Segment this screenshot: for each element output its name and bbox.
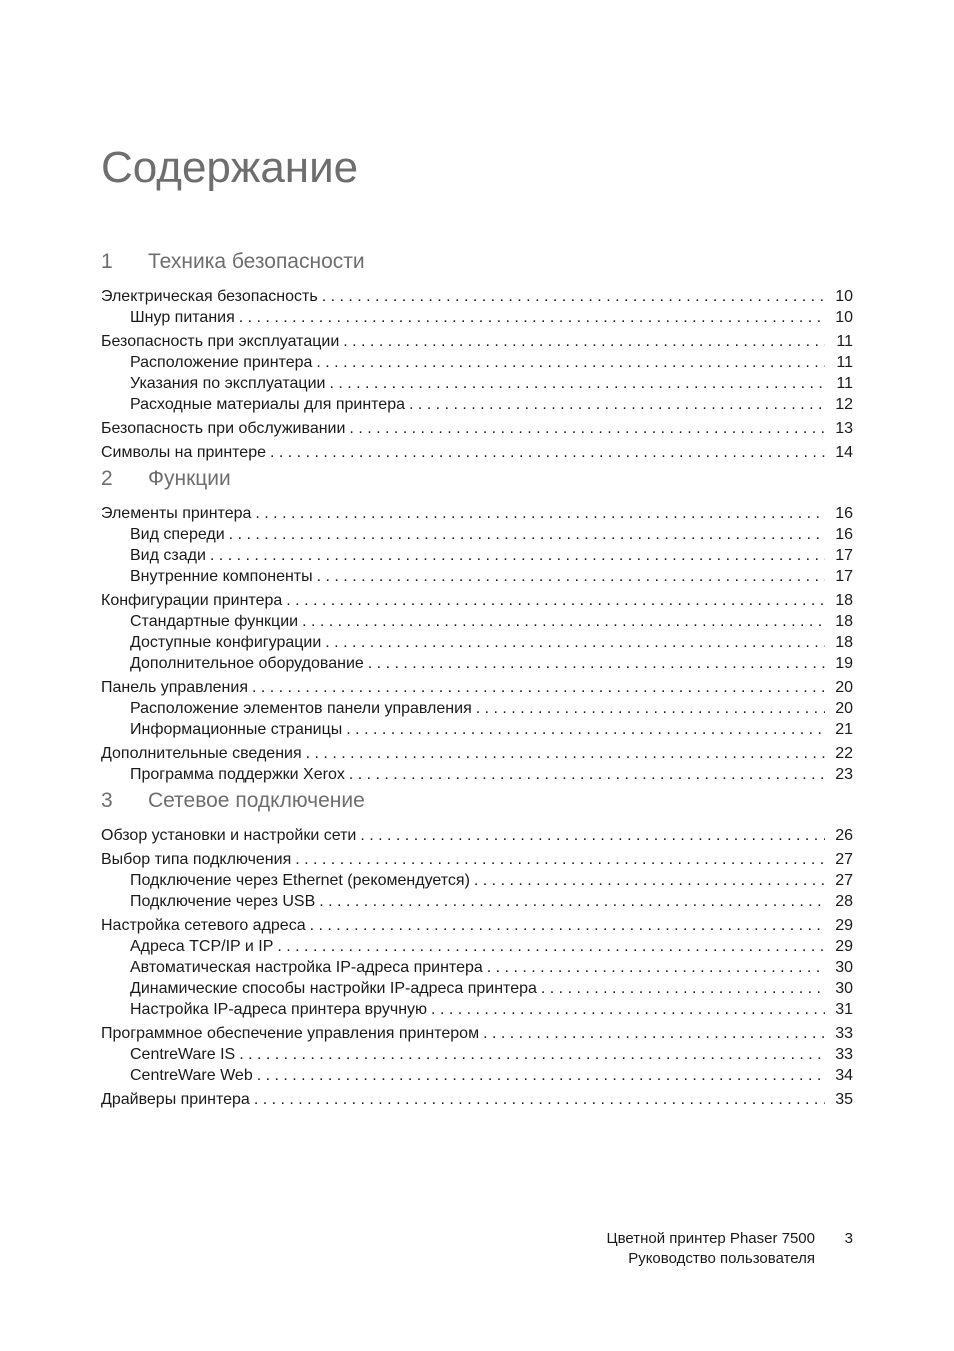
dot-leader (322, 286, 825, 307)
toc-subsection-entry[interactable] (101, 764, 853, 785)
toc-entry-label: Шнур питания (130, 309, 235, 326)
dot-leader (239, 307, 825, 328)
toc-entry-page-number: 30 (835, 959, 853, 976)
toc-entry-page-number: 16 (835, 505, 853, 522)
toc-entry-label: Символы на принтере (101, 444, 266, 461)
toc-subsection-entry[interactable] (101, 373, 853, 394)
dot-leader (319, 891, 825, 912)
toc-subsection-entry[interactable] (101, 653, 853, 674)
toc-section-entry[interactable] (101, 331, 853, 352)
toc-entry-label: Подключение через USB (130, 893, 316, 910)
toc-entry-label: Настройка IP-адреса принтера вручную (130, 1001, 428, 1018)
toc-entry-page-number: 33 (835, 1025, 853, 1042)
dot-leader (255, 503, 825, 524)
dot-leader (329, 373, 825, 394)
dot-leader (210, 545, 825, 566)
dot-leader (257, 1065, 825, 1086)
toc-entry-page-number: 16 (835, 526, 853, 543)
dot-leader (325, 632, 825, 653)
toc-entry-label: Динамические способы настройки IP-адреса принтера (130, 980, 537, 997)
chapter-number: 3 (101, 789, 113, 812)
dot-leader (368, 653, 825, 674)
dot-leader (270, 442, 825, 463)
toc-entry-label: Вид сзади (130, 547, 206, 564)
toc-entry-label: Информационные страницы (130, 721, 343, 738)
dot-leader (254, 1089, 825, 1110)
dot-leader (295, 849, 825, 870)
toc-section-entry[interactable] (101, 743, 853, 764)
toc-entry-page-number: 26 (835, 827, 853, 844)
toc-section-entry[interactable] (101, 915, 853, 936)
toc-entry-label: Программа поддержки Xerox (130, 766, 345, 783)
toc-entry-label: Безопасность при обслуживании (101, 420, 346, 437)
chapter-title: Функции (148, 467, 231, 490)
toc-entry-label: Расходные материалы для принтера (130, 396, 405, 413)
toc-entry-label: Панель управления (101, 679, 248, 696)
chapter-title: Техника безопасности (148, 250, 365, 273)
dot-leader (286, 590, 825, 611)
chapter-heading[interactable] (101, 250, 853, 284)
toc-entry-page-number: 21 (835, 721, 853, 738)
toc-entry-page-number: 18 (835, 592, 853, 609)
dot-leader (409, 394, 825, 415)
dot-leader (349, 418, 825, 439)
toc-entry-page-number: 29 (835, 917, 853, 934)
toc-entry-page-number: 11 (836, 354, 853, 371)
toc-entry-page-number: 27 (835, 872, 853, 889)
dot-leader (346, 719, 825, 740)
toc-entry-label: Автоматическая настройка IP-адреса принтера (130, 959, 483, 976)
toc-entry-label: CentreWare Web (130, 1067, 253, 1084)
toc-entry-label: Выбор типа подключения (101, 851, 292, 868)
toc-entry-label: Стандартные функции (130, 613, 299, 630)
toc-entry-label: Электрическая безопасность (101, 288, 318, 305)
dot-leader (302, 611, 825, 632)
toc-entry-page-number: 12 (835, 396, 853, 413)
toc-entry-page-number: 20 (835, 700, 853, 717)
toc-subsection-entry[interactable] (101, 566, 853, 587)
toc-entry-label: Дополнительное оборудование (130, 655, 364, 672)
toc-entry-label: Доступные конфигурации (130, 634, 322, 651)
dot-leader (239, 1044, 825, 1065)
toc-entry-page-number: 22 (835, 745, 853, 762)
toc-entry-page-number: 11 (836, 375, 853, 392)
toc-section-entry[interactable] (101, 503, 853, 524)
chapter-heading[interactable] (101, 789, 853, 823)
toc-subsection-entry[interactable] (101, 957, 853, 978)
table-of-contents (101, 250, 853, 1114)
dot-leader (316, 352, 825, 373)
toc-entry-page-number: 10 (835, 309, 853, 326)
toc-entry-label: Драйверы принтера (101, 1091, 250, 1108)
dot-leader (317, 566, 825, 587)
toc-section-entry[interactable] (101, 1023, 853, 1044)
toc-subsection-entry[interactable] (101, 611, 853, 632)
dot-leader (252, 677, 825, 698)
toc-entry-label: Обзор установки и настройки сети (101, 827, 357, 844)
toc-subsection-entry[interactable] (101, 891, 853, 912)
toc-subsection-entry[interactable] (101, 978, 853, 999)
toc-entry-page-number: 20 (835, 679, 853, 696)
toc-entry-label: Вид спереди (130, 526, 225, 543)
toc-subsection-entry[interactable] (101, 545, 853, 566)
toc-entry-label: Безопасность при эксплуатации (101, 333, 340, 350)
chapter-title: Сетевое подключение (148, 789, 365, 812)
chapter-number: 2 (101, 467, 113, 490)
toc-entry-page-number: 10 (835, 288, 853, 305)
page-footer (606, 1229, 853, 1269)
toc-section-entry[interactable] (101, 1089, 853, 1110)
toc-entry-page-number: 17 (835, 547, 853, 564)
toc-subsection-entry[interactable] (101, 698, 853, 719)
dot-leader (277, 936, 825, 957)
toc-entry-page-number: 35 (835, 1091, 853, 1108)
page-title: Содержание (101, 143, 359, 192)
toc-entry-page-number: 33 (835, 1046, 853, 1063)
toc-entry-page-number: 18 (835, 613, 853, 630)
toc-entry-page-number: 17 (835, 568, 853, 585)
toc-entry-label: CentreWare IS (130, 1046, 236, 1063)
footer-page-number: 3 (844, 1230, 853, 1247)
toc-section-entry[interactable] (101, 418, 853, 439)
toc-entry-page-number: 34 (835, 1067, 853, 1084)
toc-subsection-entry[interactable] (101, 719, 853, 740)
toc-entry-page-number: 13 (835, 420, 853, 437)
toc-subsection-entry[interactable] (101, 394, 853, 415)
toc-entry-label: Дополнительные сведения (101, 745, 302, 762)
toc-entry-page-number: 19 (835, 655, 853, 672)
toc-entry-page-number: 31 (835, 1001, 853, 1018)
toc-entry-label: Указания по эксплуатации (130, 375, 326, 392)
dot-leader (474, 870, 825, 891)
toc-section-entry[interactable] (101, 286, 853, 307)
toc-entry-page-number: 11 (836, 333, 853, 350)
toc-entry-page-number: 14 (835, 444, 853, 461)
toc-section-entry[interactable] (101, 442, 853, 463)
toc-entry-label: Элементы принтера (101, 505, 252, 522)
dot-leader (487, 957, 825, 978)
dot-leader (229, 524, 825, 545)
toc-entry-label: Конфигурации принтера (101, 592, 283, 609)
toc-subsection-entry[interactable] (101, 1044, 853, 1065)
toc-entry-page-number: 30 (835, 980, 853, 997)
toc-entry-page-number: 29 (835, 938, 853, 955)
toc-subsection-entry[interactable] (101, 307, 853, 328)
toc-subsection-entry[interactable] (101, 999, 853, 1020)
chapter-heading[interactable] (101, 467, 853, 501)
footer-guide-name: Руководство пользователя (628, 1250, 815, 1267)
dot-leader (349, 764, 825, 785)
dot-leader (343, 331, 825, 352)
toc-entry-label: Расположение принтера (130, 354, 313, 371)
dot-leader (476, 698, 825, 719)
toc-section-entry[interactable] (101, 825, 853, 846)
toc-entry-label: Расположение элементов панели управления (130, 700, 472, 717)
dot-leader (360, 825, 825, 846)
chapter-number: 1 (101, 250, 113, 273)
toc-entry-page-number: 27 (835, 851, 853, 868)
dot-leader (541, 978, 825, 999)
dot-leader (431, 999, 825, 1020)
toc-section-entry[interactable] (101, 590, 853, 611)
toc-subsection-entry[interactable] (101, 936, 853, 957)
toc-section-entry[interactable] (101, 849, 853, 870)
toc-subsection-entry[interactable] (101, 870, 853, 891)
toc-section-entry[interactable] (101, 677, 853, 698)
toc-entry-label: Программное обеспечение управления принтером (101, 1025, 480, 1042)
toc-subsection-entry[interactable] (101, 632, 853, 653)
dot-leader (483, 1023, 825, 1044)
toc-entry-label: Подключение через Ethernet (рекомендуется) (130, 872, 470, 889)
toc-entry-page-number: 28 (835, 893, 853, 910)
toc-subsection-entry[interactable] (101, 524, 853, 545)
toc-entry-page-number: 18 (835, 634, 853, 651)
toc-entry-label: Настройка сетевого адреса (101, 917, 306, 934)
toc-entry-label: Адреса TCP/IP и IP (130, 938, 274, 955)
toc-subsection-entry[interactable] (101, 1065, 853, 1086)
toc-entry-label: Внутренние компоненты (130, 568, 313, 585)
toc-entry-page-number: 23 (835, 766, 853, 783)
dot-leader (306, 743, 825, 764)
toc-subsection-entry[interactable] (101, 352, 853, 373)
dot-leader (310, 915, 825, 936)
footer-product-name: Цветной принтер Phaser 7500 (606, 1230, 815, 1247)
